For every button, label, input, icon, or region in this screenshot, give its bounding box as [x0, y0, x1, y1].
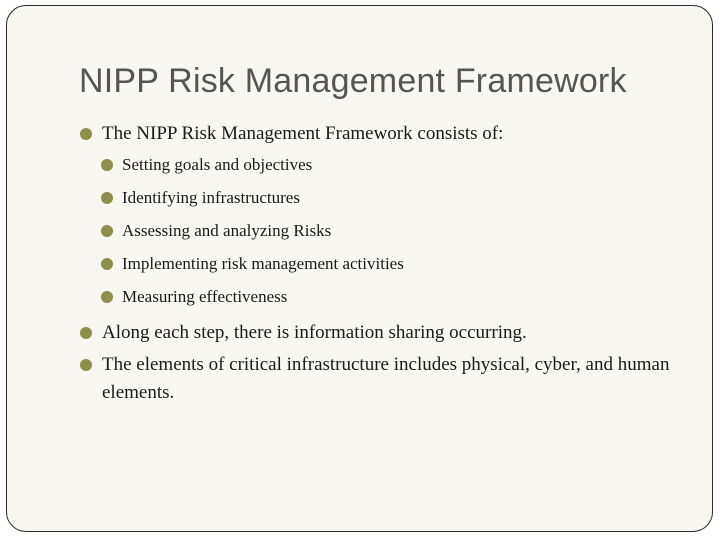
sub-bullet-list [80, 154, 680, 308]
bullet-dot-icon [101, 291, 113, 303]
bullet-item-1 [80, 120, 680, 148]
bullet-item-2 [80, 319, 680, 347]
sub-bullet-item-3 [101, 220, 680, 242]
sub-bullet-item-5 [101, 286, 680, 308]
bullet-dot-icon [80, 359, 92, 371]
bullet-dot-icon [101, 192, 113, 204]
bullet-dot-icon [80, 128, 92, 140]
slide-body [80, 120, 680, 411]
sub-bullet-item-2 [101, 187, 680, 209]
bullet-item-3 [80, 351, 680, 407]
bullet-text: Along each step, there is information sharing occurring. [102, 322, 527, 343]
sub-bullet-text: Assessing and analyzing Risks [122, 221, 332, 240]
sub-bullet-text: Identifying infrastructures [122, 188, 300, 207]
bullet-dot-icon [101, 159, 113, 171]
sub-bullet-text: Measuring effectiveness [122, 287, 288, 306]
slide-title: NIPP Risk Management Framework [79, 62, 627, 100]
sub-bullet-text: Setting goals and objectives [122, 155, 313, 174]
bullet-text: The NIPP Risk Management Framework consists of: [102, 123, 504, 144]
bullet-dot-icon [101, 225, 113, 237]
bullet-dot-icon [101, 258, 113, 270]
bullet-text: The elements of critical infrastructure includes physical, cyber, and human elements. [102, 354, 670, 403]
bullet-dot-icon [80, 327, 92, 339]
sub-bullet-item-4 [101, 253, 680, 275]
sub-bullet-text: Implementing risk management activities [122, 254, 404, 273]
sub-bullet-item-1 [101, 154, 680, 176]
